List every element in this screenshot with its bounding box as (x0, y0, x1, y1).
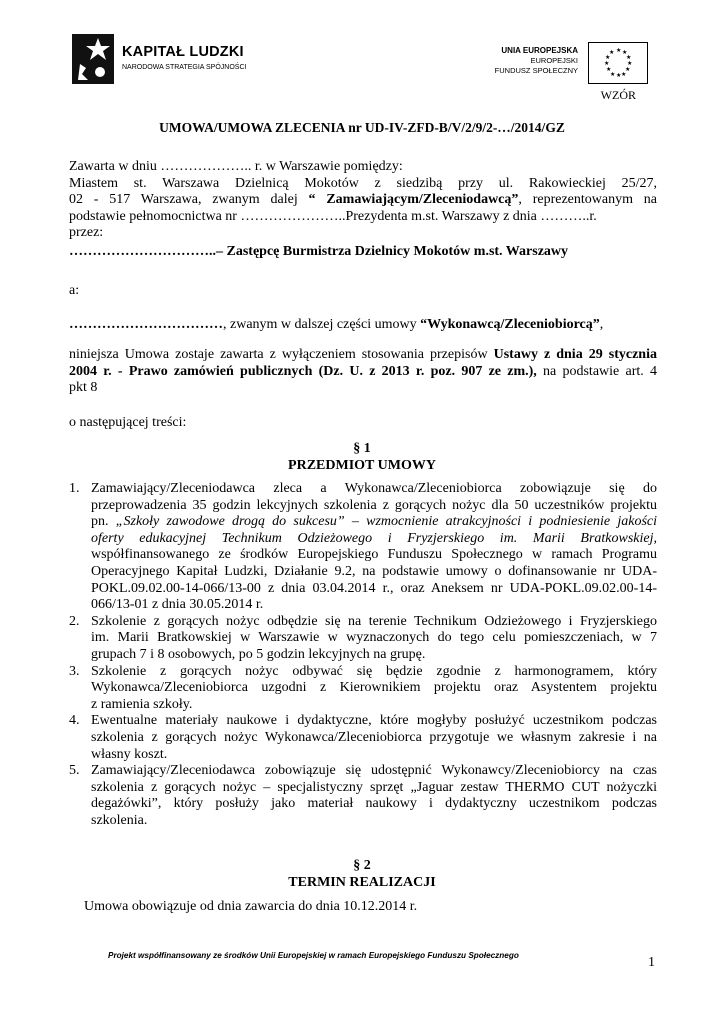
list-item-line: Ewentualne materiały naukowe i dydaktyczne, które mogłyby posłużyć uczestnikom podczas (91, 713, 657, 729)
section-2-heading: TERMIN REALIZACJI (288, 875, 436, 890)
party-a-content (69, 317, 657, 334)
kapital-ludzki-subtitle: NARODOWA STRATEGIA SPÓJNOŚCI (122, 64, 247, 71)
list-item-line: im. Marii Bratkowskiej w Warszawie w wyznaczonych do tego celu pomieszczeniach, w 7 (91, 630, 657, 646)
list-item-line: szkolenia. (91, 812, 148, 828)
template-label: WZÓR (600, 88, 636, 102)
legal-line-1 (69, 347, 657, 364)
legal-line-1-act: Ustawy z dnia 29 stycznia (493, 347, 657, 362)
intro-line-address: Miastem st. Warszawa Dzielnicą Mokotów z siedzibą przy ul. Rakowieckiej 25/27, (69, 175, 657, 191)
party-a-end: , (599, 317, 604, 332)
document-title: UMOWA/UMOWA ZLECENIA nr UD-IV-ZFD-B/V/2/9/2-…/2014/GZ (159, 120, 565, 135)
kapital-ludzki-name: KAPITAŁ LUDZKI (122, 44, 244, 60)
following-text: o następującej treści: (69, 415, 187, 430)
party-a-line (69, 317, 657, 334)
legal-line-3: pkt 8 (69, 380, 98, 396)
svg-text:★: ★ (605, 54, 611, 61)
section-1-number: § 1 (353, 441, 371, 456)
list-item-line: Szkolenie z gorących nożyc odbędzie się na terenie Technikum Odzieżowego i Fryzjerskiego (91, 613, 657, 629)
intro-line-power-of-attorney: podstawie pełnomocnictwa nr …………………..Prezydenta m.st. Warszawy z dnia ………..r. (69, 208, 597, 224)
section-1-list (69, 481, 658, 829)
kapital-ludzki-emblem-icon (70, 30, 118, 88)
eu-flag-icon (588, 42, 648, 84)
list-item-line: współfinansowanego ze środków Europejskiego Funduszu Społecznego w ramach Programu (91, 547, 657, 563)
intro-client-prefix: 02 - 517 Warszawa, zwanym dalej (69, 192, 309, 208)
svg-text:★: ★ (604, 60, 610, 67)
intro-line-date: Zawarta w dniu ……………….. r. w Warszawie pomiędzy: (69, 159, 403, 174)
list-item-line: szkolenia z gorących nożyc – specjalistyczny sprzęt „Jaguar zestaw THERMO CUT nożyczki (91, 779, 657, 795)
footer-note: Projekt współfinansowany ze środków Unii Europejskiej w ramach Europejskiego Funduszu Społecznego (108, 951, 519, 960)
svg-text:★: ★ (621, 71, 627, 78)
list-item-line: własny koszt. (91, 746, 168, 762)
list-item-line: Zamawiający/Zleceniodawca zleca a Wykonawca/Zleceniobiorca zobowiązuje się do (91, 481, 657, 496)
list-item (69, 481, 658, 614)
eu-logo (494, 42, 648, 88)
list-item-line: 066/13-01 z dnia 30.05.2014 r. (91, 597, 264, 613)
list-item-line: z ramienia szkoły. (91, 696, 193, 712)
party-a-dots: …………………………… (69, 317, 223, 332)
svg-text:★: ★ (627, 60, 633, 67)
list-item-line: Szkolenie z gorących nożyc odbywać się będzie zgodnie z harmonogramem, który (91, 663, 657, 679)
list-item-line: POKL.09.02.00-14-066/13-00 z dnia 03.04.2014 r., oraz Aneksem nr UDA-POKL.09.02.00-14- (91, 580, 657, 596)
eu-logo-line2: EUROPEJSKI (530, 56, 578, 65)
kapital-ludzki-logo (70, 30, 270, 88)
legal-line-2 (69, 364, 657, 381)
svg-text:★: ★ (610, 71, 616, 78)
list-item-number: 1. (69, 481, 80, 496)
legal-line-2-text: na podstawie art. 4 (536, 363, 657, 379)
svg-text:★: ★ (622, 49, 628, 56)
list-item (69, 763, 657, 829)
svg-text:★: ★ (616, 72, 622, 79)
intro-client-role: “ Zamawiającym/Zleceniodawcą” (308, 192, 519, 208)
eu-logo-line1: UNIA EUROPEJSKA (501, 46, 578, 55)
party-a-role: “Wykonawcą/Zleceniobiorcą” (420, 317, 600, 332)
list-item-line: przeprowadzenia 35 godzin lekcyjnych szkolenia z gorących nożyc dla 50 uczestników projektu (91, 497, 657, 513)
section-2-text: Umowa obowiązuje od dnia zawarcia do dnia 10.12.2014 r. (84, 899, 418, 914)
legal-line-1-text: niniejsza Umowa zostaje zawarta z wyłączeniem stosowania przepisów (69, 347, 494, 362)
list-item-number: 4. (69, 713, 80, 729)
list-item-number: 3. (69, 663, 80, 679)
page-number: 1 (648, 955, 655, 970)
intro-line-representative: …………………………..– Zastępcę Burmistrza Dzielnicy Mokotów m.st. Warszawy (69, 243, 569, 259)
list-item-line: Wykonawca/Zleceniobiorca uzgodni z Kierownikiem projektu oraz Asystentem projektu (91, 680, 657, 696)
eu-logo-line3: FUNDUSZ SPOŁECZNY (494, 66, 578, 75)
legal-basis-paragraph (69, 347, 657, 397)
list-item (69, 613, 657, 664)
list-item-line: Operacyjnego Kapitał Ludzki, Działanie 9.2, na podstawie umowy o dofinansowanie nr UDA- (91, 563, 657, 579)
svg-text:★: ★ (609, 49, 615, 56)
svg-text:★: ★ (625, 66, 631, 73)
svg-text:★: ★ (616, 47, 622, 54)
intro-line-client (69, 192, 657, 209)
list-item-line: oferty edukacyjnej Technikum Odzieżowego i Fryzjerskiego im. Marii Bratkowskiej, (91, 530, 657, 546)
section-2-number: § 2 (353, 858, 371, 873)
eu-logo-text (495, 46, 578, 76)
party-a-mid: , zwanym w dalszej części umowy (223, 317, 421, 332)
list-item-line (91, 514, 657, 531)
intro-line-by: przez: (69, 225, 104, 241)
intro-paragraph (69, 159, 657, 261)
legal-line-2-act: 2004 r. - Prawo zamówień publicznych (Dz. U. z 2013 r. poz. 907 ze zm.), (69, 363, 537, 379)
list-item-number: 5. (69, 763, 80, 779)
project-title-part: „Szkoły zawodowe drogą do sukcesu” – wzmocnienie atrakcyjności i podniesienie jakości (115, 514, 658, 530)
section-1-heading: PRZEDMIOT UMOWY (288, 458, 436, 473)
project-prefix: pn. (91, 514, 116, 530)
list-item (69, 663, 657, 714)
list-item-line: grupach 7 i 8 osobowych, po 5 godzin lekcyjnych na grupę. (91, 646, 426, 662)
svg-text:★: ★ (606, 66, 612, 73)
party-a-label: a: (69, 283, 80, 298)
svg-text:★: ★ (626, 54, 632, 61)
list-item-line: Zamawiający/Zleceniodawca zobowiązuje się udostępnić Wykonawcy/Zleceniobiorcy na czas (91, 763, 657, 779)
list-item-line: degażówki”, który posłuży jako materiał naukowy i dydaktyczny uczestnikom podczas (91, 796, 657, 812)
list-item-number: 2. (69, 613, 80, 629)
intro-client-suffix: , reprezentowanym na (518, 192, 658, 208)
list-item-line: szkolenia z gorących nożyc Wykonawca/Zleceniobiorca przygotuje we własnym zakresie i na (91, 729, 657, 745)
list-item (69, 713, 657, 763)
